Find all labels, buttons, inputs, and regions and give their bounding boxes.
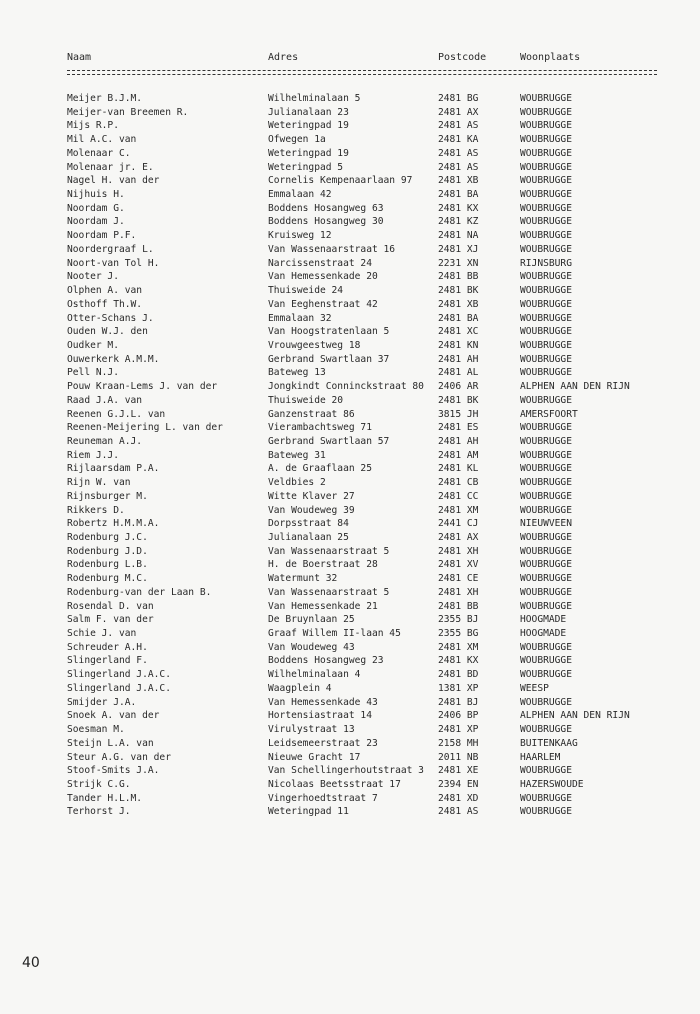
row-postcode: 2481 BK bbox=[438, 394, 479, 406]
row-postcode: 2481 AX bbox=[438, 532, 479, 543]
table-row bbox=[0, 504, 700, 518]
row-name: Reuneman A.J. bbox=[67, 435, 143, 447]
table-row bbox=[0, 586, 700, 600]
row-address: Julianalaan 23 bbox=[268, 106, 349, 118]
row-town: WOUBRUGGE bbox=[520, 696, 572, 708]
row-postcode: 2231 XN bbox=[438, 257, 479, 269]
row-town: WOUBRUGGE bbox=[520, 298, 572, 310]
row-town: WOUBRUGGE bbox=[520, 435, 572, 447]
row-address: Boddens Hosangweg 63 bbox=[268, 202, 384, 214]
row-postcode: 2481 AS bbox=[438, 806, 479, 818]
row-name: Soesman M. bbox=[67, 724, 125, 736]
row-town: ALPHEN AAN DEN RIJN bbox=[520, 381, 630, 393]
row-address: Graaf Willem II-laan 45 bbox=[268, 628, 401, 640]
row-postcode: 2481 CB bbox=[438, 477, 479, 489]
row-name: Oudker M. bbox=[67, 339, 119, 351]
row-name: Ouden W.J. den bbox=[67, 326, 148, 338]
row-name: Rikkers D. bbox=[67, 504, 125, 516]
row-name: Rosendal D. van bbox=[67, 600, 154, 612]
table-row bbox=[0, 298, 700, 312]
row-name: Slingerland F. bbox=[67, 655, 148, 667]
row-postcode: 2158 MH bbox=[438, 737, 479, 749]
row-postcode: 2481 BA bbox=[438, 312, 479, 324]
row-name: Salm F. van der bbox=[67, 614, 154, 626]
row-postcode: 2481 KN bbox=[438, 339, 479, 351]
row-address: Jongkindt Conninckstraat 80 bbox=[268, 381, 424, 393]
row-town: WOUBRUGGE bbox=[520, 189, 572, 201]
row-town: WOUBRUGGE bbox=[520, 463, 572, 475]
row-address: Boddens Hosangweg 30 bbox=[268, 216, 384, 228]
row-name: Nijhuis H. bbox=[67, 189, 125, 201]
row-town: WOUBRUGGE bbox=[520, 669, 572, 681]
row-postcode: 2481 AL bbox=[438, 367, 479, 379]
table-row bbox=[0, 764, 700, 778]
row-postcode: 2481 KA bbox=[438, 134, 479, 146]
row-town: WOUBRUGGE bbox=[520, 339, 572, 351]
table-row bbox=[0, 613, 700, 627]
row-town: WOUBRUGGE bbox=[520, 422, 572, 434]
table-row bbox=[0, 339, 700, 353]
row-postcode: 2481 XP bbox=[438, 724, 479, 736]
row-town: WOUBRUGGE bbox=[520, 202, 572, 214]
row-name: Rodenburg J.C. bbox=[67, 532, 148, 543]
row-address: Vingerhoedtstraat 7 bbox=[268, 792, 378, 804]
row-town: HAZERSWOUDE bbox=[520, 778, 584, 790]
row-postcode: 2355 BG bbox=[438, 628, 479, 640]
table-row bbox=[0, 229, 700, 243]
row-address: Weteringpad 11 bbox=[268, 806, 349, 818]
row-address: Cornelis Kempenaarlaan 97 bbox=[268, 175, 413, 187]
row-town: WOUBRUGGE bbox=[520, 326, 572, 338]
table-row bbox=[0, 723, 700, 737]
row-town: WOUBRUGGE bbox=[520, 765, 572, 777]
row-name: Mil A.C. van bbox=[67, 134, 137, 146]
row-postcode: 2481 XH bbox=[438, 545, 479, 557]
row-address: A. de Graaflaan 25 bbox=[268, 463, 372, 475]
row-postcode: 2481 AX bbox=[438, 106, 479, 118]
row-town: ALPHEN AAN DEN RIJN bbox=[520, 710, 630, 722]
row-postcode: 2481 AS bbox=[438, 147, 479, 159]
row-name: Molenaar jr. E. bbox=[67, 161, 154, 173]
row-postcode: 2481 AM bbox=[438, 449, 479, 461]
header-divider bbox=[67, 70, 657, 75]
row-town: WOUBRUGGE bbox=[520, 641, 572, 653]
row-postcode: 2481 XB bbox=[438, 175, 479, 187]
table-row bbox=[0, 188, 700, 202]
row-address: Ganzenstraat 86 bbox=[268, 408, 355, 420]
row-town: WOUBRUGGE bbox=[520, 147, 572, 159]
table-row bbox=[0, 751, 700, 765]
row-address: Kruisweg 12 bbox=[268, 230, 332, 242]
row-name: Rodenburg L.B. bbox=[67, 559, 148, 571]
row-town: WOUBRUGGE bbox=[520, 559, 572, 571]
table-row bbox=[0, 792, 700, 806]
row-address: Van Woudeweg 39 bbox=[268, 504, 355, 516]
page-number: 40 bbox=[22, 955, 40, 971]
row-postcode: 2441 CJ bbox=[438, 518, 479, 530]
row-address: Vrouwgeestweg 18 bbox=[268, 339, 361, 351]
row-postcode: 1381 XP bbox=[438, 682, 479, 694]
row-postcode: 2481 BG bbox=[438, 93, 479, 104]
row-name: Mijs R.P. bbox=[67, 120, 119, 132]
row-town: WEESP bbox=[520, 682, 549, 694]
row-name: Osthoff Th.W. bbox=[67, 298, 143, 310]
row-town: WOUBRUGGE bbox=[520, 134, 572, 146]
row-postcode: 2481 XH bbox=[438, 586, 479, 598]
table-row bbox=[0, 202, 700, 216]
row-postcode: 2481 BB bbox=[438, 271, 479, 283]
table-row bbox=[0, 572, 700, 586]
row-postcode: 2481 KL bbox=[438, 463, 479, 475]
table-row bbox=[0, 133, 700, 147]
row-postcode: 2481 XE bbox=[438, 765, 479, 777]
row-address: Vierambachtsweg 71 bbox=[268, 422, 372, 434]
row-postcode: 2481 KX bbox=[438, 202, 479, 214]
row-town: WOUBRUGGE bbox=[520, 532, 572, 543]
row-postcode: 2481 NA bbox=[438, 230, 479, 242]
row-address: Boddens Hosangweg 23 bbox=[268, 655, 384, 667]
row-address: Virulystraat 13 bbox=[268, 724, 355, 736]
row-address: Van Eeghenstraat 42 bbox=[268, 298, 378, 310]
row-name: Schie J. van bbox=[67, 628, 137, 640]
row-address: Van Schellingerhoutstraat 3 bbox=[268, 765, 424, 777]
table-row bbox=[0, 312, 700, 326]
row-address: Wilhelminalaan 4 bbox=[268, 669, 361, 681]
row-name: Riem J.J. bbox=[67, 449, 119, 461]
row-address: Van Wassenaarstraat 16 bbox=[268, 243, 396, 255]
table-row bbox=[0, 380, 700, 394]
table-row bbox=[0, 353, 700, 367]
table-row bbox=[0, 435, 700, 449]
row-address: Gerbrand Swartlaan 37 bbox=[268, 353, 390, 365]
row-address: Leidsemeerstraat 23 bbox=[268, 737, 378, 749]
row-town: WOUBRUGGE bbox=[520, 285, 572, 297]
table-row bbox=[0, 600, 700, 614]
row-name: Raad J.A. van bbox=[67, 394, 143, 406]
row-name: Rodenburg-van der Laan B. bbox=[67, 586, 212, 598]
header-town: Woonplaats bbox=[520, 52, 581, 63]
row-town: WOUBRUGGE bbox=[520, 394, 572, 406]
row-address: Nieuwe Gracht 17 bbox=[268, 751, 361, 763]
row-postcode: 2355 BJ bbox=[438, 614, 479, 626]
row-town: WOUBRUGGE bbox=[520, 175, 572, 187]
row-town: WOUBRUGGE bbox=[520, 120, 572, 132]
row-postcode: 2481 ES bbox=[438, 422, 479, 434]
row-name: Slingerland J.A.C. bbox=[67, 682, 171, 694]
row-town: WOUBRUGGE bbox=[520, 367, 572, 379]
row-name: Noordam G. bbox=[67, 202, 125, 214]
row-name: Rodenburg J.D. bbox=[67, 545, 148, 557]
row-name: Nagel H. van der bbox=[67, 175, 160, 187]
row-postcode: 2481 XM bbox=[438, 641, 479, 653]
row-postcode: 2481 BK bbox=[438, 285, 479, 297]
row-address: Van Hoogstratenlaan 5 bbox=[268, 326, 390, 338]
row-postcode: 2481 XV bbox=[438, 559, 479, 571]
row-name: Nooter J. bbox=[67, 271, 119, 283]
row-town: WOUBRUGGE bbox=[520, 792, 572, 804]
table-row bbox=[0, 161, 700, 175]
row-name: Pell N.J. bbox=[67, 367, 119, 379]
row-postcode: 2481 CC bbox=[438, 490, 479, 502]
row-address: Thuisweide 20 bbox=[268, 394, 344, 406]
row-postcode: 2481 BD bbox=[438, 669, 479, 681]
table-row bbox=[0, 325, 700, 339]
row-address: Dorpsstraat 84 bbox=[268, 518, 349, 530]
row-postcode: 2481 KX bbox=[438, 655, 479, 667]
row-postcode: 2406 AR bbox=[438, 381, 479, 393]
row-town: BUITENKAAG bbox=[520, 737, 578, 749]
row-address: De Bruynlaan 25 bbox=[268, 614, 355, 626]
row-town: HAARLEM bbox=[520, 751, 561, 763]
table-row bbox=[0, 627, 700, 641]
table-row bbox=[0, 517, 700, 531]
row-postcode: 2011 NB bbox=[438, 751, 479, 763]
table-row bbox=[0, 709, 700, 723]
row-name: Meijer B.J.M. bbox=[67, 93, 143, 104]
row-name: Terhorst J. bbox=[67, 806, 131, 818]
row-postcode: 2481 AH bbox=[438, 435, 479, 447]
row-address: Nicolaas Beetsstraat 17 bbox=[268, 778, 401, 790]
row-address: Witte Klaver 27 bbox=[268, 490, 355, 502]
row-town: WOUBRUGGE bbox=[520, 724, 572, 736]
row-name: Molenaar C. bbox=[67, 147, 131, 159]
row-postcode: 3815 JH bbox=[438, 408, 479, 420]
row-name: Robertz H.M.M.A. bbox=[67, 518, 160, 530]
row-address: Waagplein 4 bbox=[268, 682, 332, 694]
row-name: Tander H.L.M. bbox=[67, 792, 143, 804]
table-row bbox=[0, 147, 700, 161]
row-name: Schreuder A.H. bbox=[67, 641, 148, 653]
row-postcode: 2481 XM bbox=[438, 504, 479, 516]
row-town: WOUBRUGGE bbox=[520, 271, 572, 283]
row-address: Wilhelminalaan 5 bbox=[268, 93, 361, 104]
row-address: Gerbrand Swartlaan 57 bbox=[268, 435, 390, 447]
row-name: Noort-van Tol H. bbox=[67, 257, 160, 269]
address-list bbox=[0, 92, 700, 819]
row-address: Weteringpad 19 bbox=[268, 120, 349, 132]
table-row bbox=[0, 737, 700, 751]
row-name: Reenen-Meijering L. van der bbox=[67, 422, 223, 434]
row-town: WOUBRUGGE bbox=[520, 477, 572, 489]
row-town: WOUBRUGGE bbox=[520, 573, 572, 585]
table-row bbox=[0, 545, 700, 559]
row-address: Watermunt 32 bbox=[268, 573, 338, 585]
row-postcode: 2481 CE bbox=[438, 573, 479, 585]
row-name: Smijder J.A. bbox=[67, 696, 137, 708]
row-postcode: 2481 KZ bbox=[438, 216, 479, 228]
row-town: WOUBRUGGE bbox=[520, 243, 572, 255]
table-row bbox=[0, 778, 700, 792]
row-address: Veldbies 2 bbox=[268, 477, 326, 489]
row-town: AMERSFOORT bbox=[520, 408, 578, 420]
row-postcode: 2481 XC bbox=[438, 326, 479, 338]
row-town: WOUBRUGGE bbox=[520, 600, 572, 612]
row-town: WOUBRUGGE bbox=[520, 806, 572, 818]
row-address: Van Wassenaarstraat 5 bbox=[268, 586, 390, 598]
table-row bbox=[0, 174, 700, 188]
table-row bbox=[0, 558, 700, 572]
row-name: Rijlaarsdam P.A. bbox=[67, 463, 160, 475]
row-name: Noordam J. bbox=[67, 216, 125, 228]
row-postcode: 2481 AS bbox=[438, 120, 479, 132]
table-row bbox=[0, 490, 700, 504]
row-name: Reenen G.J.L. van bbox=[67, 408, 166, 420]
row-postcode: 2394 EN bbox=[438, 778, 479, 790]
header-address: Adres bbox=[268, 52, 299, 63]
row-address: Weteringpad 19 bbox=[268, 147, 349, 159]
row-name: Snoek A. van der bbox=[67, 710, 160, 722]
row-address: Julianalaan 25 bbox=[268, 532, 349, 543]
table-row bbox=[0, 119, 700, 133]
row-name: Steur A.G. van der bbox=[67, 751, 171, 763]
row-name: Rijn W. van bbox=[67, 477, 131, 489]
row-town: WOUBRUGGE bbox=[520, 312, 572, 324]
table-row bbox=[0, 106, 700, 120]
row-name: Meijer-van Breemen R. bbox=[67, 106, 189, 118]
row-town: HOOGMADE bbox=[520, 628, 567, 640]
row-name: Ouwerkerk A.M.M. bbox=[67, 353, 160, 365]
table-row bbox=[0, 696, 700, 710]
row-postcode: 2481 AH bbox=[438, 353, 479, 365]
row-town: WOUBRUGGE bbox=[520, 655, 572, 667]
row-town: WOUBRUGGE bbox=[520, 586, 572, 598]
row-town: WOUBRUGGE bbox=[520, 504, 572, 516]
table-row bbox=[0, 641, 700, 655]
table-row bbox=[0, 531, 700, 545]
row-postcode: 2481 XB bbox=[438, 298, 479, 310]
row-name: Rijnsburger M. bbox=[67, 490, 148, 502]
table-row bbox=[0, 462, 700, 476]
row-address: Narcissenstraat 24 bbox=[268, 257, 372, 269]
row-postcode: 2481 BB bbox=[438, 600, 479, 612]
row-town: WOUBRUGGE bbox=[520, 449, 572, 461]
row-address: Bateweg 31 bbox=[268, 449, 326, 461]
row-name: Stoof-Smits J.A. bbox=[67, 765, 160, 777]
row-name: Slingerland J.A.C. bbox=[67, 669, 171, 681]
table-row bbox=[0, 805, 700, 819]
row-town: WOUBRUGGE bbox=[520, 490, 572, 502]
row-address: Van Hemessenkade 21 bbox=[268, 600, 378, 612]
row-address: Van Hemessenkade 20 bbox=[268, 271, 378, 283]
table-row bbox=[0, 668, 700, 682]
row-postcode: 2481 XJ bbox=[438, 243, 479, 255]
header-postcode: Postcode bbox=[438, 52, 487, 63]
table-row bbox=[0, 215, 700, 229]
row-postcode: 2406 BP bbox=[438, 710, 479, 722]
row-name: Noordam P.F. bbox=[67, 230, 137, 242]
row-town: WOUBRUGGE bbox=[520, 353, 572, 365]
row-town: WOUBRUGGE bbox=[520, 106, 572, 118]
table-row bbox=[0, 366, 700, 380]
row-address: Hortensiastraat 14 bbox=[268, 710, 372, 722]
row-town: WOUBRUGGE bbox=[520, 216, 572, 228]
header-name: Naam bbox=[67, 52, 92, 63]
row-postcode: 2481 AS bbox=[438, 161, 479, 173]
row-name: Pouw Kraan-Lems J. van der bbox=[67, 381, 218, 393]
row-town: WOUBRUGGE bbox=[520, 230, 572, 242]
row-name: Otter-Schans J. bbox=[67, 312, 154, 324]
row-name: Rodenburg M.C. bbox=[67, 573, 148, 585]
row-town: WOUBRUGGE bbox=[520, 545, 572, 557]
row-address: Van Wassenaarstraat 5 bbox=[268, 545, 390, 557]
row-town: WOUBRUGGE bbox=[520, 93, 572, 104]
row-address: Bateweg 13 bbox=[268, 367, 326, 379]
row-address: H. de Boerstraat 28 bbox=[268, 559, 378, 571]
table-row bbox=[0, 421, 700, 435]
table-row bbox=[0, 394, 700, 408]
row-address: Weteringpad 5 bbox=[268, 161, 344, 173]
row-address: Ofwegen 1a bbox=[268, 134, 326, 146]
row-postcode: 2481 BA bbox=[438, 189, 479, 201]
table-row bbox=[0, 682, 700, 696]
row-town: HOOGMADE bbox=[520, 614, 567, 626]
row-town: RIJNSBURG bbox=[520, 257, 572, 269]
table-row bbox=[0, 92, 700, 106]
row-name: Strijk C.G. bbox=[67, 778, 131, 790]
row-town: WOUBRUGGE bbox=[520, 161, 572, 173]
table-row bbox=[0, 284, 700, 298]
table-row bbox=[0, 654, 700, 668]
table-row bbox=[0, 476, 700, 490]
table-row bbox=[0, 270, 700, 284]
row-address: Emmalaan 32 bbox=[268, 312, 332, 324]
row-address: Emmalaan 42 bbox=[268, 189, 332, 201]
table-row bbox=[0, 243, 700, 257]
row-name: Steijn L.A. van bbox=[67, 737, 154, 749]
row-address: Thuisweide 24 bbox=[268, 285, 344, 297]
row-name: Olphen A. van bbox=[67, 285, 143, 297]
row-postcode: 2481 BJ bbox=[438, 696, 479, 708]
row-address: Van Hemessenkade 43 bbox=[268, 696, 378, 708]
row-town: NIEUWVEEN bbox=[520, 518, 572, 530]
row-postcode: 2481 XD bbox=[438, 792, 479, 804]
row-name: Noordergraaf L. bbox=[67, 243, 154, 255]
table-header bbox=[0, 52, 700, 68]
table-row bbox=[0, 257, 700, 271]
table-row bbox=[0, 449, 700, 463]
row-address: Van Woudeweg 43 bbox=[268, 641, 355, 653]
table-row bbox=[0, 408, 700, 422]
